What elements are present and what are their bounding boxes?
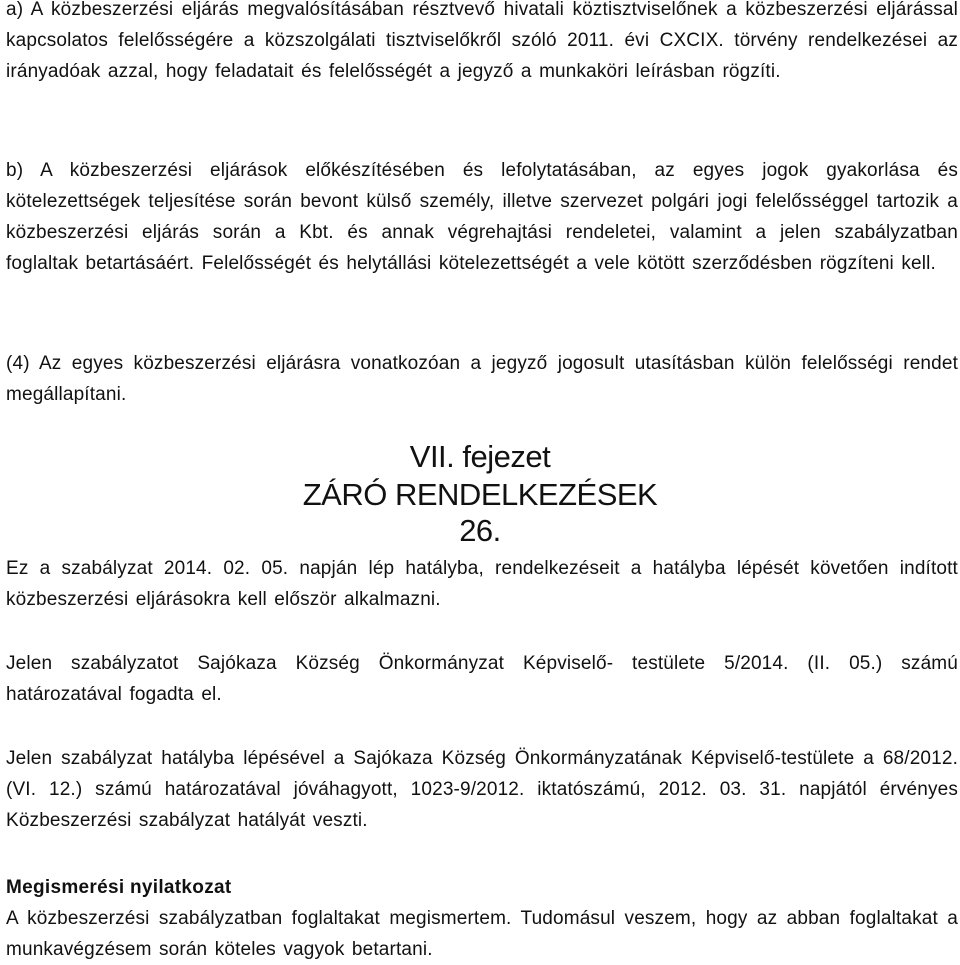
- paragraph-a: a) A közbeszerzési eljárás megvalósításában résztvevő hivatali köztisztviselőnek a közbeszerzési eljárással kapcsolatos felelősségére a közszolgálati tisztviselőkről szóló 2011. évi CXCIX. törvény rendelkezései az irányadóak azzal, hogy feladatait és felelősségét a jegyző a munkaköri leírásban rögzíti.: [6, 0, 958, 82]
- section-number: 26.: [459, 513, 501, 548]
- declaration-heading: Megismerési nyilatkozat: [6, 877, 232, 898]
- paragraph-effective-date: Ez a szabályzat 2014. 02. 05. napján lép hatályba, rendelkezéseit a hatályba lépését követően indított közbeszerzési eljárásokra kell először alkalmazni.: [6, 558, 958, 610]
- chapter-number: VII. fejezet: [409, 439, 551, 474]
- paragraph-4: (4) Az egyes közbeszerzési eljárásra vonatkozóan a jegyző jogosult utasításban külön felelősségi rendet megállapítani.: [6, 353, 958, 405]
- chapter-title: ZÁRÓ RENDELKEZÉSEK: [302, 477, 658, 512]
- declaration-text: A közbeszerzési szabályzatban foglaltakat megismertem. Tudomásul veszem, hogy az abban foglaltakat a munkavégzésem során köteles vagyok betartani.: [6, 908, 958, 960]
- paragraph-repeal: Jelen szabályzat hatályba lépésével a Sajókaza Község Önkormányzatának Képviselő-testülete a 68/2012. (VI. 12.) számú határozatával jóváhagyott, 1023-9/2012. iktatószámú, 2012. 03. 31. napjától érvényes Közbeszerzési szabályzat hatályát veszti.: [6, 748, 958, 831]
- paragraph-adoption: Jelen szabályzatot Sajókaza Község Önkormányzat Képviselő- testülete 5/2014. (II. 05.) számú határozatával fogadta el.: [6, 653, 958, 705]
- paragraph-b: b) A közbeszerzési eljárások előkészítésében és lefolytatásában, az egyes jogok gyakorlása és kötelezettségek teljesítése során bevont külső személy, illetve szervezet polgári jogi felelősséggel tartozik a közbeszerzési eljárás során a Kbt. és annak végrehajtási rendeletei, valamint a jelen szabályzatban foglaltak betartásáért. Felelősségét és helytállási kötelezettségét a vele kötött szerződésben rögzíteni kell.: [6, 160, 958, 274]
